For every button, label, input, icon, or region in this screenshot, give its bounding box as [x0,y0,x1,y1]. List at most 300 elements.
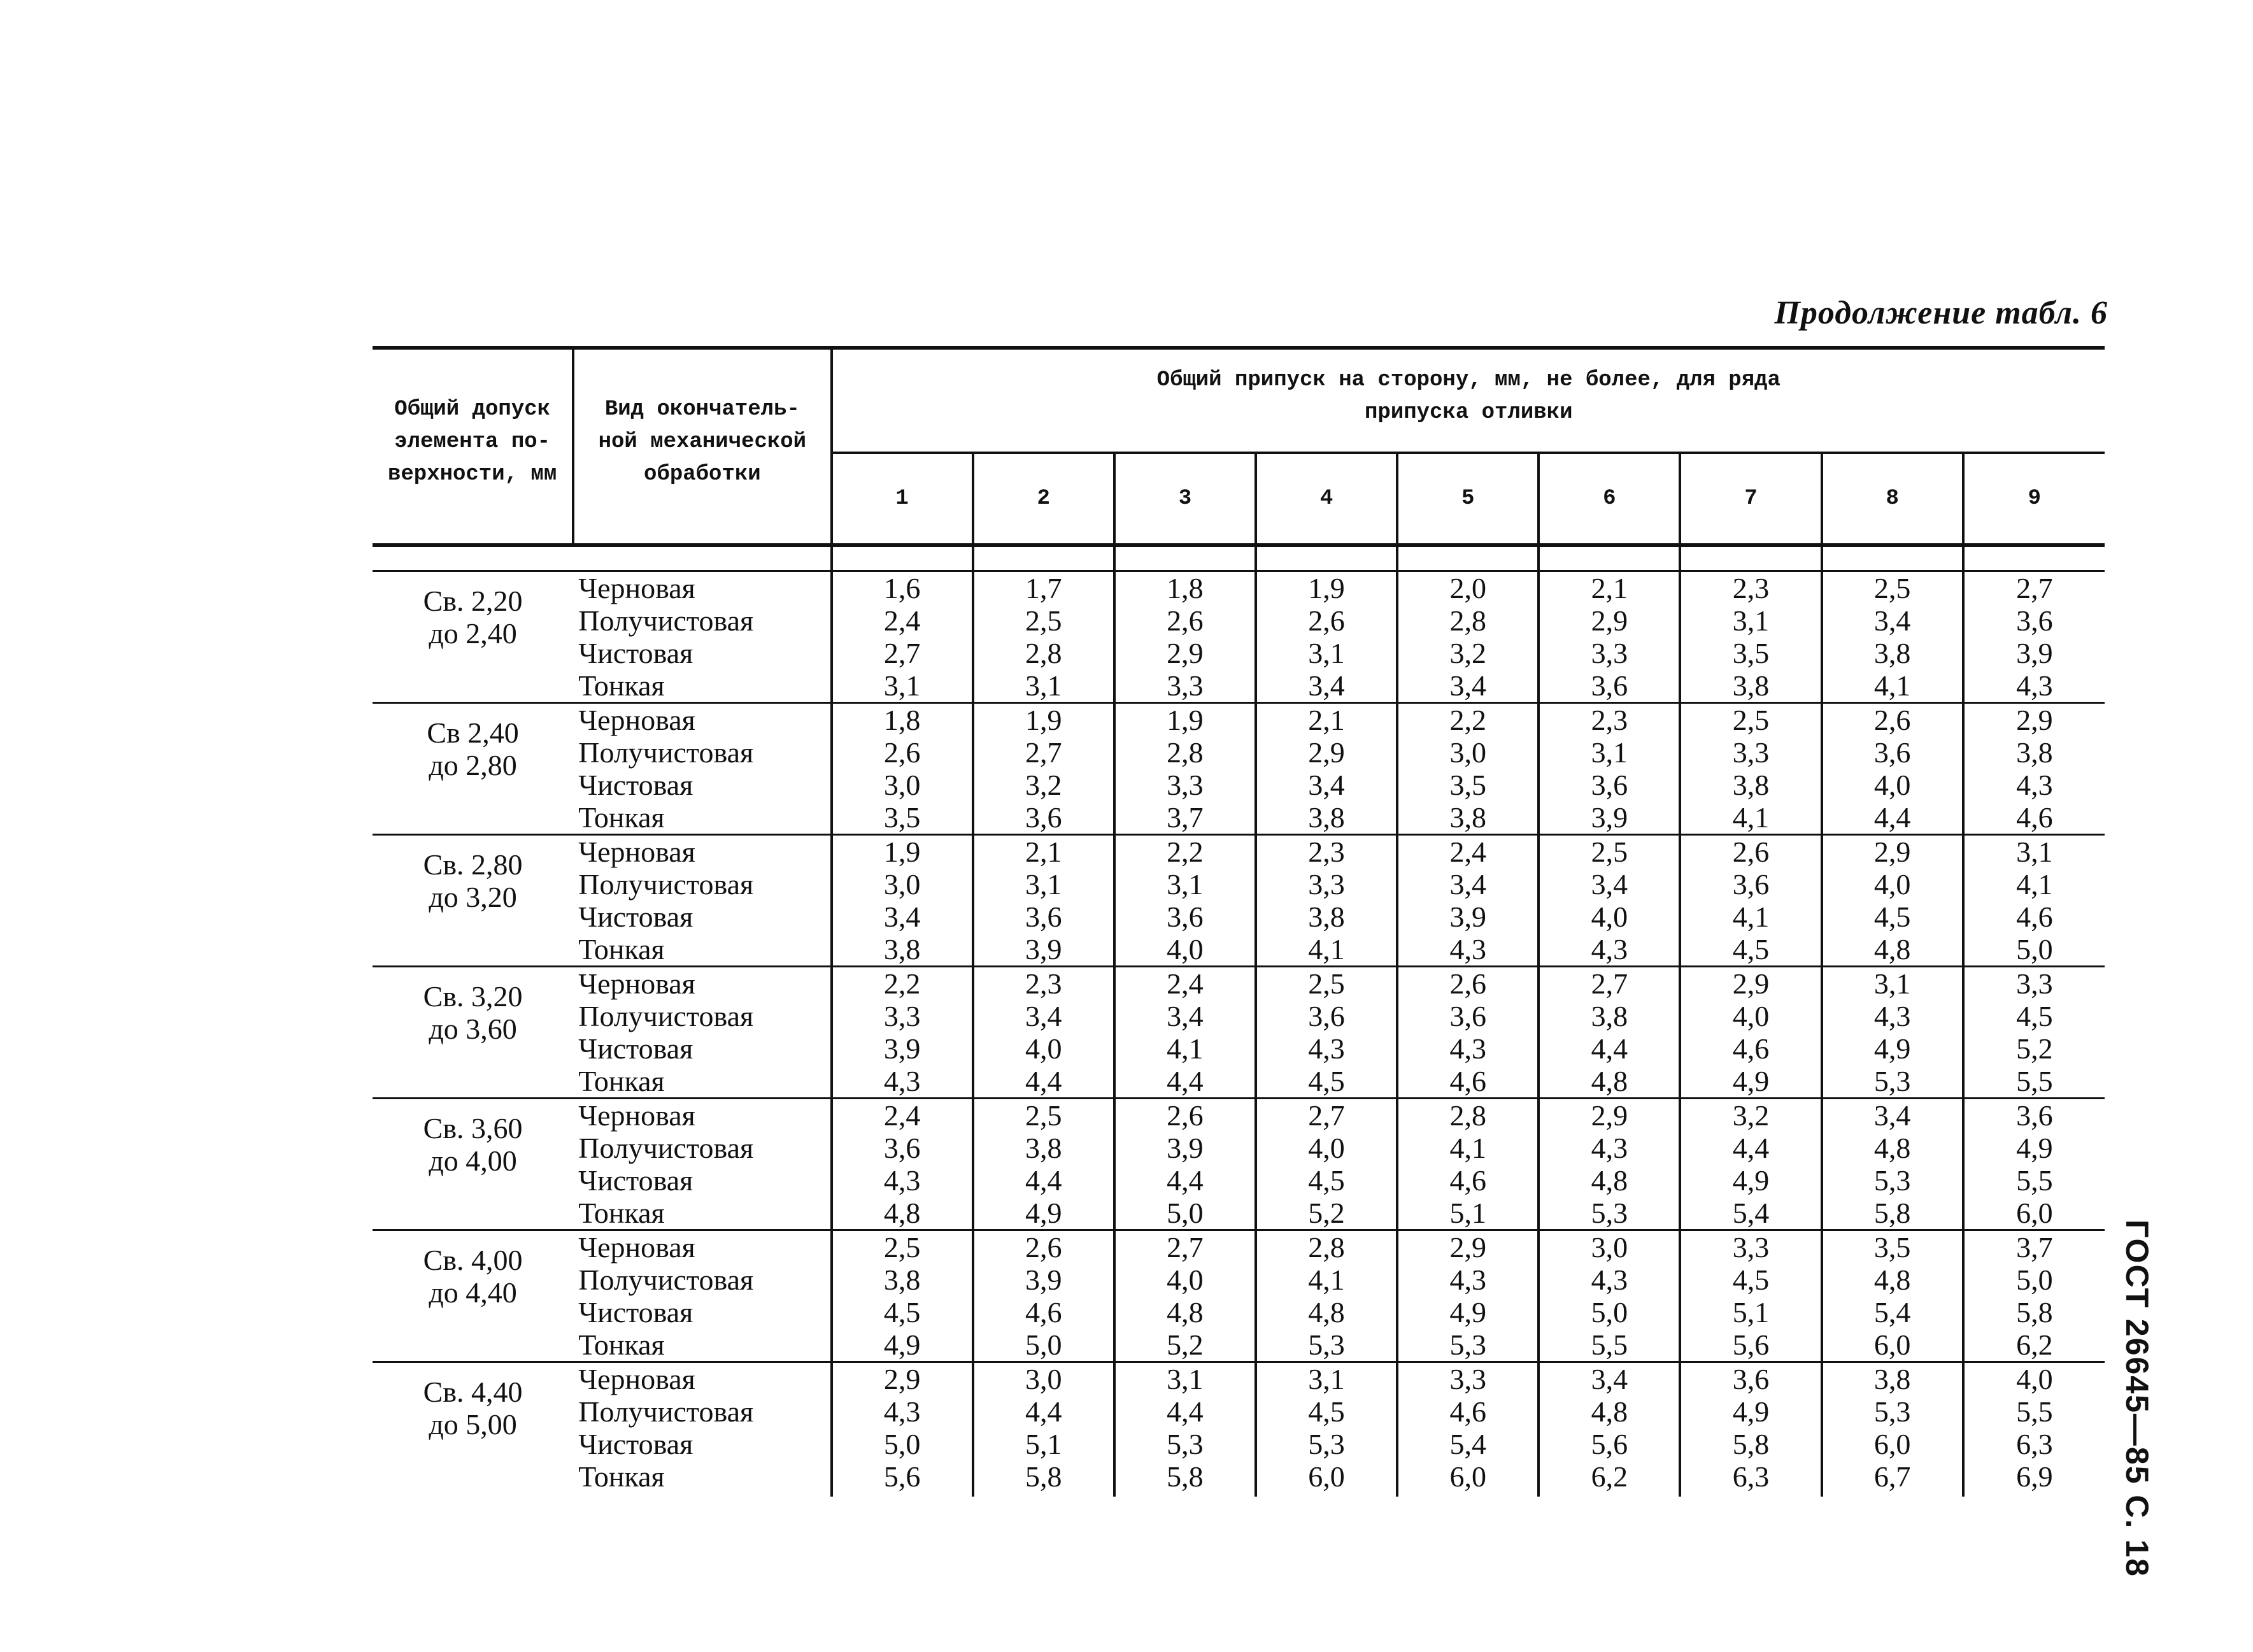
allowance-table [373,346,2105,1497]
machining-kind-label: Чистовая [578,901,693,933]
allowance-value: 3,9 [1025,1264,1062,1296]
header-kind-line: Вид окончатель- [604,397,800,422]
spacer-cell [832,545,973,571]
allowance-value-cell [1397,1230,1539,1362]
allowance-value: 4,1 [2016,868,2053,901]
allowance-value-cell [1397,1362,1539,1497]
allowance-value: 3,8 [1732,669,1770,702]
allowance-value: 6,9 [2016,1460,2053,1493]
allowance-value-cell [832,571,973,703]
allowance-value: 5,0 [883,1428,921,1460]
allowance-value: 6,3 [2016,1428,2053,1460]
allowance-value: 2,9 [1732,967,1770,1000]
allowance-value: 4,8 [1873,933,1911,965]
allowance-value-cell [1822,1230,1963,1362]
allowance-value: 4,4 [1167,1395,1204,1428]
allowance-value-cell [1680,703,1821,835]
allowance-value: 6,0 [1449,1460,1486,1493]
allowance-value: 5,4 [1873,1296,1911,1328]
tolerance-range-cell [373,1230,573,1362]
allowance-value: 5,3 [1591,1197,1628,1229]
allowance-value: 3,3 [1732,736,1770,769]
allowance-value-cell [832,967,973,1099]
allowance-value: 5,1 [1025,1428,1062,1460]
table-spacer-row [373,545,2105,571]
allowance-value: 3,1 [2016,836,2053,868]
machining-kind-cell [573,967,831,1099]
machining-kind-label: Черновая [578,572,695,604]
allowance-value: 4,6 [2016,801,2053,834]
header-row-8: 8 [1822,453,1963,545]
allowance-value: 4,1 [1732,801,1770,834]
allowance-value-cell [1256,835,1397,967]
table-continuation-caption: Продолжение табл. 6 [1774,295,2108,331]
header-row-1: 1 [895,487,909,511]
allowance-value-cell [1539,571,1680,703]
allowance-value-cell [1822,835,1963,967]
allowance-value: 4,5 [1308,1065,1345,1097]
allowance-value: 6,0 [1873,1328,1911,1361]
allowance-value: 3,6 [1591,769,1628,801]
allowance-value: 4,0 [1167,1264,1204,1296]
allowance-value: 5,3 [1308,1428,1345,1460]
allowance-value-cell [1114,1230,1256,1362]
machining-kind-label: Получистовая [578,1132,754,1164]
allowance-value-cell [832,835,973,967]
tolerance-group-row [373,1099,2105,1230]
allowance-value-cell [973,967,1114,1099]
tolerance-group-row [373,967,2105,1099]
machining-kind-label: Чистовая [578,769,693,801]
allowance-value: 2,5 [1591,836,1628,868]
tolerance-range-line: до 3,60 [429,1013,517,1045]
allowance-value: 5,3 [1167,1428,1204,1460]
allowance-value: 5,0 [2016,1264,2053,1296]
allowance-value: 3,4 [1167,1000,1204,1032]
allowance-value: 4,0 [1167,933,1204,965]
machining-kind-label: Черновая [578,1099,695,1132]
allowance-value: 3,9 [2016,637,2053,669]
allowance-value-cell [973,1362,1114,1497]
allowance-value: 2,7 [2016,572,2053,604]
allowance-value: 2,7 [883,637,921,669]
allowance-value: 2,7 [1308,1099,1345,1132]
allowance-value: 6,2 [2016,1328,2053,1361]
allowance-value: 2,6 [883,736,921,769]
allowance-value: 3,0 [1025,1363,1062,1395]
tolerance-range-line: до 4,00 [429,1144,517,1177]
allowance-value-cell [1822,967,1963,1099]
allowance-value-cell [1680,1362,1821,1497]
allowance-value: 2,6 [1167,1099,1204,1132]
allowance-value: 3,1 [1167,868,1204,901]
machining-kind-label: Получистовая [578,1000,754,1032]
allowance-value: 5,8 [1732,1428,1770,1460]
allowance-value-cell [1963,571,2105,703]
allowance-value: 4,0 [1591,901,1628,933]
allowance-value-cell [1114,835,1256,967]
allowance-value: 4,3 [2016,669,2053,702]
allowance-value: 4,1 [1449,1132,1486,1164]
allowance-value-cell [973,1099,1114,1230]
allowance-value: 3,8 [1732,769,1770,801]
allowance-value: 4,5 [1308,1395,1345,1428]
allowance-value: 2,9 [1873,836,1911,868]
allowance-value: 3,3 [1591,637,1628,669]
allowance-value: 4,3 [1591,1264,1628,1296]
allowance-value: 3,1 [1167,1363,1204,1395]
allowance-value: 2,9 [1308,736,1345,769]
allowance-value-cell [1680,1099,1821,1230]
tolerance-range-line: до 5,00 [429,1408,517,1441]
allowance-value: 5,8 [2016,1296,2053,1328]
allowance-value-cell [832,703,973,835]
allowance-value: 1,6 [883,572,921,604]
machining-kind-label: Тонкая [578,1328,665,1361]
allowance-value-cell [1397,571,1539,703]
header-tolerance [373,348,573,545]
allowance-value: 5,4 [1732,1197,1770,1229]
allowance-value: 3,4 [1449,669,1486,702]
allowance-value: 4,9 [2016,1132,2053,1164]
allowance-value: 4,9 [1449,1296,1486,1328]
allowance-value: 4,8 [1308,1296,1345,1328]
allowance-value: 4,0 [1873,868,1911,901]
standard-page-label: ГОСТ 26645—85 С. 18 [2119,1220,2155,1577]
spacer-cell [1256,545,1397,571]
allowance-value: 3,0 [1591,1231,1628,1264]
header-row-2: 2 [973,453,1114,545]
allowance-value: 3,4 [1449,868,1486,901]
allowance-value-cell [1397,1099,1539,1230]
allowance-value: 3,3 [1308,868,1345,901]
allowance-value: 3,8 [1873,637,1911,669]
allowance-value: 2,2 [1167,836,1204,868]
allowance-value: 3,8 [1873,1363,1911,1395]
allowance-value: 3,5 [1732,637,1770,669]
spacer-cell [1680,545,1821,571]
allowance-value: 4,9 [1732,1164,1770,1197]
allowance-value: 2,8 [1449,1099,1486,1132]
machining-kind-label: Чистовая [578,1032,693,1065]
allowance-value: 3,8 [1308,801,1345,834]
machining-kind-cell [573,571,831,703]
allowance-value: 6,3 [1732,1460,1770,1493]
allowance-value: 3,4 [1025,1000,1062,1032]
allowance-value: 2,9 [1167,637,1204,669]
allowance-value: 2,6 [1873,704,1911,736]
allowance-value: 5,6 [1732,1328,1770,1361]
allowance-value: 3,8 [1449,801,1486,834]
allowance-value: 2,4 [1167,967,1204,1000]
allowance-value: 3,6 [1025,801,1062,834]
allowance-value: 2,3 [1308,836,1345,868]
spacer-cell [1114,545,1256,571]
allowance-value: 3,2 [1025,769,1062,801]
allowance-value: 4,0 [2016,1363,2053,1395]
allowance-value: 3,4 [1873,604,1911,637]
allowance-value: 2,5 [883,1231,921,1264]
allowance-value-cell [973,835,1114,967]
allowance-value: 5,4 [1449,1428,1486,1460]
allowance-value-cell [973,703,1114,835]
allowance-value-cell [1963,703,2105,835]
allowance-value: 4,0 [1025,1032,1062,1065]
allowance-value: 4,3 [1873,1000,1911,1032]
allowance-value: 4,9 [1025,1197,1062,1229]
machining-kind-label: Получистовая [578,868,754,901]
allowance-value: 5,5 [2016,1065,2053,1097]
allowance-value: 3,1 [1873,967,1911,1000]
allowance-value: 3,6 [883,1132,921,1164]
allowance-value: 2,6 [1025,1231,1062,1264]
machining-kind-label: Чистовая [578,1164,693,1197]
allowance-value-cell [1539,835,1680,967]
allowance-value: 4,5 [883,1296,921,1328]
machining-kind-cell [573,1099,831,1230]
tolerance-range-cell [373,1362,573,1497]
allowance-value-cell [973,1230,1114,1362]
allowance-value: 2,1 [1591,572,1628,604]
allowance-value: 2,5 [1025,1099,1062,1132]
spacer-cell [373,545,573,571]
spacer-cell [1397,545,1539,571]
allowance-value: 4,4 [1873,801,1911,834]
machining-kind-label: Черновая [578,704,695,736]
allowance-value: 4,1 [1308,1264,1345,1296]
allowance-value: 4,9 [1732,1395,1770,1428]
allowance-value: 4,8 [1873,1132,1911,1164]
allowance-value: 2,8 [1025,637,1062,669]
allowance-value: 4,1 [1308,933,1345,965]
allowance-value: 2,7 [1025,736,1062,769]
allowance-value: 4,3 [1308,1032,1345,1065]
allowance-value: 5,0 [1591,1296,1628,1328]
table-header [373,348,2105,545]
allowance-value: 4,6 [1449,1395,1486,1428]
allowance-value: 3,3 [1167,669,1204,702]
allowance-value: 2,9 [2016,704,2053,736]
allowance-value: 2,5 [1732,704,1770,736]
allowance-value: 4,8 [883,1197,921,1229]
allowance-value-cell [1256,967,1397,1099]
machining-kind-cell [573,703,831,835]
allowance-value: 4,4 [1025,1164,1062,1197]
allowance-value: 4,8 [1167,1296,1204,1328]
allowance-value: 4,4 [1732,1132,1770,1164]
spacer-cell [573,545,831,571]
allowance-value: 2,7 [1591,967,1628,1000]
tolerance-range-line: Св. 4,40 [423,1376,523,1408]
allowance-value: 2,8 [1449,604,1486,637]
allowance-value-cell [1680,835,1821,967]
machining-kind-label: Тонкая [578,1197,665,1229]
machining-kind-label: Получистовая [578,736,754,769]
allowance-value: 3,1 [1308,637,1345,669]
allowance-value-cell [1397,967,1539,1099]
machining-kind-label: Черновая [578,836,695,868]
allowance-value: 5,0 [1025,1328,1062,1361]
machining-kind-label: Получистовая [578,604,754,637]
allowance-value: 3,6 [1873,736,1911,769]
tolerance-group-row [373,703,2105,835]
allowance-value: 4,0 [1308,1132,1345,1164]
allowance-value: 2,4 [1449,836,1486,868]
allowance-value: 4,3 [883,1065,921,1097]
allowance-value: 3,6 [1732,868,1770,901]
allowance-value-cell [1114,571,1256,703]
allowance-value: 3,1 [1025,868,1062,901]
allowance-value: 6,0 [1308,1460,1345,1493]
allowance-value: 5,3 [1308,1328,1345,1361]
allowance-value: 2,0 [1449,572,1486,604]
allowance-value-cell [1256,1099,1397,1230]
header-row-7: 7 [1680,453,1821,545]
allowance-value-cell [1680,967,1821,1099]
allowance-value: 3,3 [883,1000,921,1032]
tolerance-range-cell [373,571,573,703]
machining-kind-cell [573,1362,831,1497]
allowance-value: 4,5 [1732,1264,1770,1296]
header-row-6: 6 [1539,453,1680,545]
machining-kind-label: Тонкая [578,1065,665,1097]
allowance-value: 4,6 [1732,1032,1770,1065]
allowance-value: 3,9 [883,1032,921,1065]
machining-kind-label: Получистовая [578,1264,754,1296]
allowance-value: 2,4 [883,1099,921,1132]
allowance-value: 3,8 [883,1264,921,1296]
allowance-value: 2,3 [1732,572,1770,604]
tolerance-range-line: Св. 4,00 [423,1244,523,1276]
allowance-value: 3,7 [1167,801,1204,834]
allowance-value: 3,7 [2016,1231,2053,1264]
allowance-value: 4,0 [1732,1000,1770,1032]
allowance-value: 2,4 [883,604,921,637]
allowance-value: 3,8 [2016,736,2053,769]
allowance-value: 3,6 [1449,1000,1486,1032]
allowance-value-cell [1822,571,1963,703]
allowance-value-cell [1963,835,2105,967]
allowance-value: 3,6 [2016,604,2053,637]
allowance-value-cell [1680,1230,1821,1362]
machining-kind-label: Черновая [578,1231,695,1264]
allowance-value: 4,8 [1591,1164,1628,1197]
allowance-value-cell [1822,703,1963,835]
allowance-value: 4,3 [883,1164,921,1197]
allowance-value: 4,5 [1873,901,1911,933]
header-row-3: 3 [1114,453,1256,545]
allowance-value: 5,2 [1167,1328,1204,1361]
allowance-value-cell [1963,1362,2105,1497]
allowance-value: 5,5 [2016,1164,2053,1197]
allowance-value: 2,5 [1025,604,1062,637]
allowance-value-cell [1114,1099,1256,1230]
allowance-value: 5,6 [883,1460,921,1493]
allowance-value-cell [1114,703,1256,835]
allowance-value: 6,7 [1873,1460,1911,1493]
spacer-cell [973,545,1114,571]
machining-kind-label: Чистовая [578,1296,693,1328]
allowance-value-cell [832,1362,973,1497]
tolerance-range-cell [373,703,573,835]
header-row-9: 9 [1963,453,2105,545]
allowance-value: 2,2 [1449,704,1486,736]
allowance-value: 3,9 [1449,901,1486,933]
allowance-value: 4,3 [2016,769,2053,801]
allowance-value: 3,1 [1591,736,1628,769]
allowance-value: 5,2 [1308,1197,1345,1229]
allowance-value: 5,0 [2016,933,2053,965]
tolerance-range-cell [373,967,573,1099]
allowance-value: 3,1 [1732,604,1770,637]
allowance-value: 4,1 [1167,1032,1204,1065]
allowance-value: 4,3 [1591,1132,1628,1164]
allowance-value: 3,1 [1308,1363,1345,1395]
allowance-value: 2,7 [1167,1231,1204,1264]
allowance-value-cell [1539,967,1680,1099]
allowance-value-cell [1256,1362,1397,1497]
allowance-value: 3,0 [1449,736,1486,769]
allowance-value: 1,9 [1025,704,1062,736]
allowance-value: 4,4 [1025,1395,1062,1428]
allowance-value: 4,9 [1873,1032,1911,1065]
header-group-line: Общий припуск на сторону, мм, не более, для ряда [1156,368,1780,392]
allowance-value-cell [1539,1362,1680,1497]
allowance-value-cell [1114,967,1256,1099]
tolerance-group-row [373,1230,2105,1362]
machining-kind-label: Получистовая [578,1395,754,1428]
tolerance-group-row [373,1362,2105,1497]
header-kind-line: ной механической [598,429,807,454]
allowance-value: 5,5 [2016,1395,2053,1428]
allowance-value-cell [832,1099,973,1230]
allowance-value: 3,8 [883,933,921,965]
tolerance-range-line: до 3,20 [429,881,517,913]
tolerance-range-line: до 2,80 [429,749,517,781]
allowance-value: 2,2 [883,967,921,1000]
allowance-value: 3,8 [1025,1132,1062,1164]
allowance-value: 4,3 [1449,1264,1486,1296]
allowance-value: 3,0 [883,868,921,901]
allowance-value: 5,3 [1873,1065,1911,1097]
allowance-value: 2,9 [883,1363,921,1395]
allowance-value: 4,5 [1732,933,1770,965]
allowance-value: 3,1 [1025,669,1062,702]
allowance-value: 3,4 [1591,868,1628,901]
allowance-value: 5,3 [1873,1164,1911,1197]
allowance-value-cell [1397,835,1539,967]
allowance-value: 4,4 [1025,1065,1062,1097]
allowance-value: 5,3 [1449,1328,1486,1361]
header-row-5: 5 [1397,453,1539,545]
allowance-value: 4,9 [883,1328,921,1361]
allowance-value: 3,4 [1873,1099,1911,1132]
machining-kind-label: Чистовая [578,1428,693,1460]
allowance-value: 3,3 [1167,769,1204,801]
allowance-value: 2,6 [1732,836,1770,868]
header-row-4: 4 [1256,453,1397,545]
allowance-value: 4,0 [1873,769,1911,801]
allowance-value: 4,6 [1025,1296,1062,1328]
allowance-value-cell [1256,703,1397,835]
allowance-value: 4,6 [1449,1065,1486,1097]
allowance-value: 4,3 [1449,933,1486,965]
header-allowance-group [832,348,2105,453]
allowance-value-cell [1539,703,1680,835]
tolerance-group-row [373,571,2105,703]
machining-kind-cell [573,835,831,967]
allowance-value: 2,5 [1308,967,1345,1000]
